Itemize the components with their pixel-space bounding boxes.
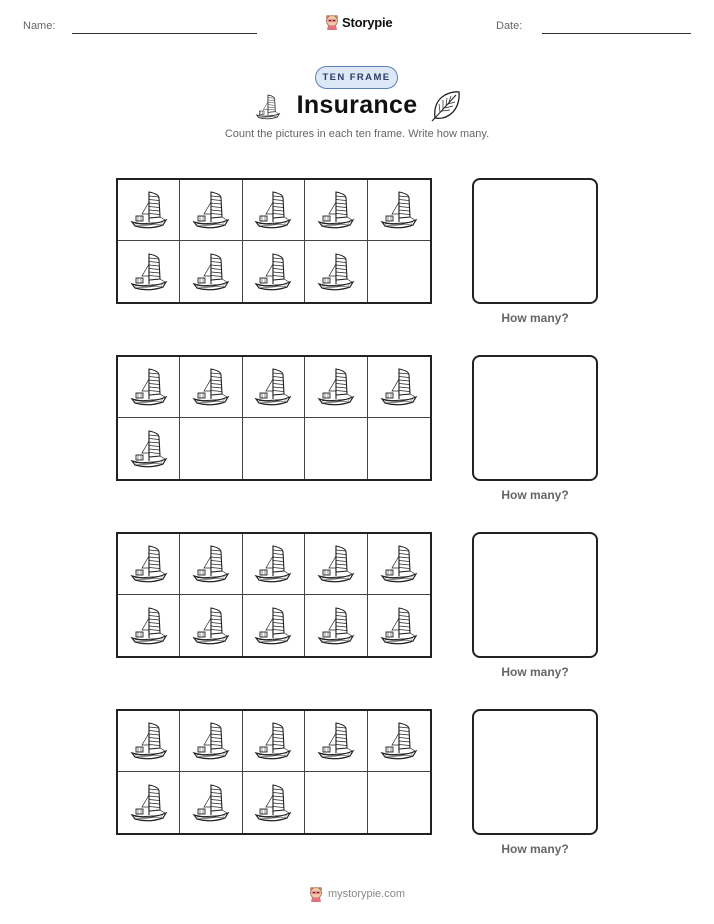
ten-frame-cell [118,711,180,772]
answer-box[interactable] [472,532,598,658]
ten-frame-cell [243,711,305,772]
ten-frame-cell [243,418,305,479]
how-many-label: How many? [501,665,569,679]
ten-frame-cell [118,418,180,479]
date-line[interactable] [542,33,691,34]
footer [0,886,714,902]
sailing-ship-icon [379,719,419,763]
ten-frame-cell [368,180,430,241]
ten-frame-cell [118,241,180,302]
sailing-ship-icon [191,604,231,648]
brand-name: Storypie [342,14,393,30]
sailing-ship-icon [316,188,356,232]
ten-frame-cell [305,357,367,418]
sailing-ship-icon [253,250,293,294]
sailing-ship-icon [379,365,419,409]
ten-frame-cell [368,357,430,418]
storypie-mascot-icon [325,14,339,30]
ten-frame-cell [180,772,242,833]
footer-url: mystorypie.com [327,888,406,900]
answer-box[interactable] [472,355,598,481]
sailing-ship-icon [129,542,169,586]
type-badge: TEN FRAME [315,66,398,89]
ten-frame-cell [305,534,367,595]
ten-frame-cell [368,241,430,302]
ten-frame-cell [243,241,305,302]
name-label: Name: [23,20,56,32]
sailing-ship-icon [253,604,293,648]
ten-frame [116,532,432,658]
how-many-label: How many? [501,311,569,325]
ten-frame-cell [305,711,367,772]
ten-frame [116,709,432,835]
how-many-label: How many? [501,488,569,502]
sailing-ship-icon [316,604,356,648]
sailing-ship-icon [129,781,169,825]
ten-frame [116,355,432,481]
sailing-ship-icon [379,188,419,232]
ten-frame-cell [305,595,367,656]
sailing-ship-icon [379,542,419,586]
sailing-ship-icon [316,365,356,409]
ten-frame-cell [368,534,430,595]
sailing-ship-icon [191,719,231,763]
ten-frame-cell [243,534,305,595]
sailing-ship-icon [253,365,293,409]
ten-frame-cell [305,241,367,302]
ten-frame-cell [368,418,430,479]
page-title: Insurance [296,91,418,119]
storypie-mascot-icon [309,886,323,902]
sailing-ship-icon [253,719,293,763]
ten-frame-cell [180,534,242,595]
answer-box[interactable] [472,709,598,835]
answer-box[interactable] [472,178,598,304]
ten-frame-cell [305,772,367,833]
ten-frame-cell [243,180,305,241]
ten-frame-cell [180,595,242,656]
sailing-ship-icon [129,188,169,232]
sailing-ship-icon [129,604,169,648]
instructions: Count the pictures in each ten frame. Write how many. [224,128,490,140]
date-label: Date: [496,20,523,32]
sailing-ship-icon [191,781,231,825]
ten-frame-cell [118,534,180,595]
sailing-ship-icon [191,542,231,586]
ten-frame-cell [180,357,242,418]
sailing-ship-icon [316,542,356,586]
ten-frame-cell [305,180,367,241]
sailing-ship-icon [129,365,169,409]
ten-frame-cell [368,711,430,772]
sailing-ship-icon [253,781,293,825]
brand [325,14,392,30]
ten-frame-cell [243,357,305,418]
sailing-ship-icon [379,604,419,648]
ten-frame [116,178,432,304]
sailing-ship-icon [191,188,231,232]
sailing-ship-icon [129,250,169,294]
ten-frame-cell [243,595,305,656]
sailing-ship-icon [253,188,293,232]
sailing-ship-icon [316,250,356,294]
ten-frame-cell [368,595,430,656]
ten-frame-cell [118,772,180,833]
sailing-ship-icon [253,542,293,586]
ten-frame-cell [305,418,367,479]
leaf-icon [431,90,461,122]
ten-frame-cell [118,595,180,656]
ten-frame-cell [180,418,242,479]
ten-frame-cell [180,241,242,302]
name-line[interactable] [72,33,257,34]
ten-frame-cell [368,772,430,833]
sailing-ship-icon [129,427,169,471]
sailing-ship-icon [129,719,169,763]
ten-frame-cell [118,357,180,418]
sailing-ship-icon [191,365,231,409]
ten-frame-cell [243,772,305,833]
ten-frame-cell [180,711,242,772]
ten-frame-cell [118,180,180,241]
how-many-label: How many? [501,842,569,856]
sailing-ship-icon [191,250,231,294]
ten-frame-cell [180,180,242,241]
sailing-ship-icon [316,719,356,763]
